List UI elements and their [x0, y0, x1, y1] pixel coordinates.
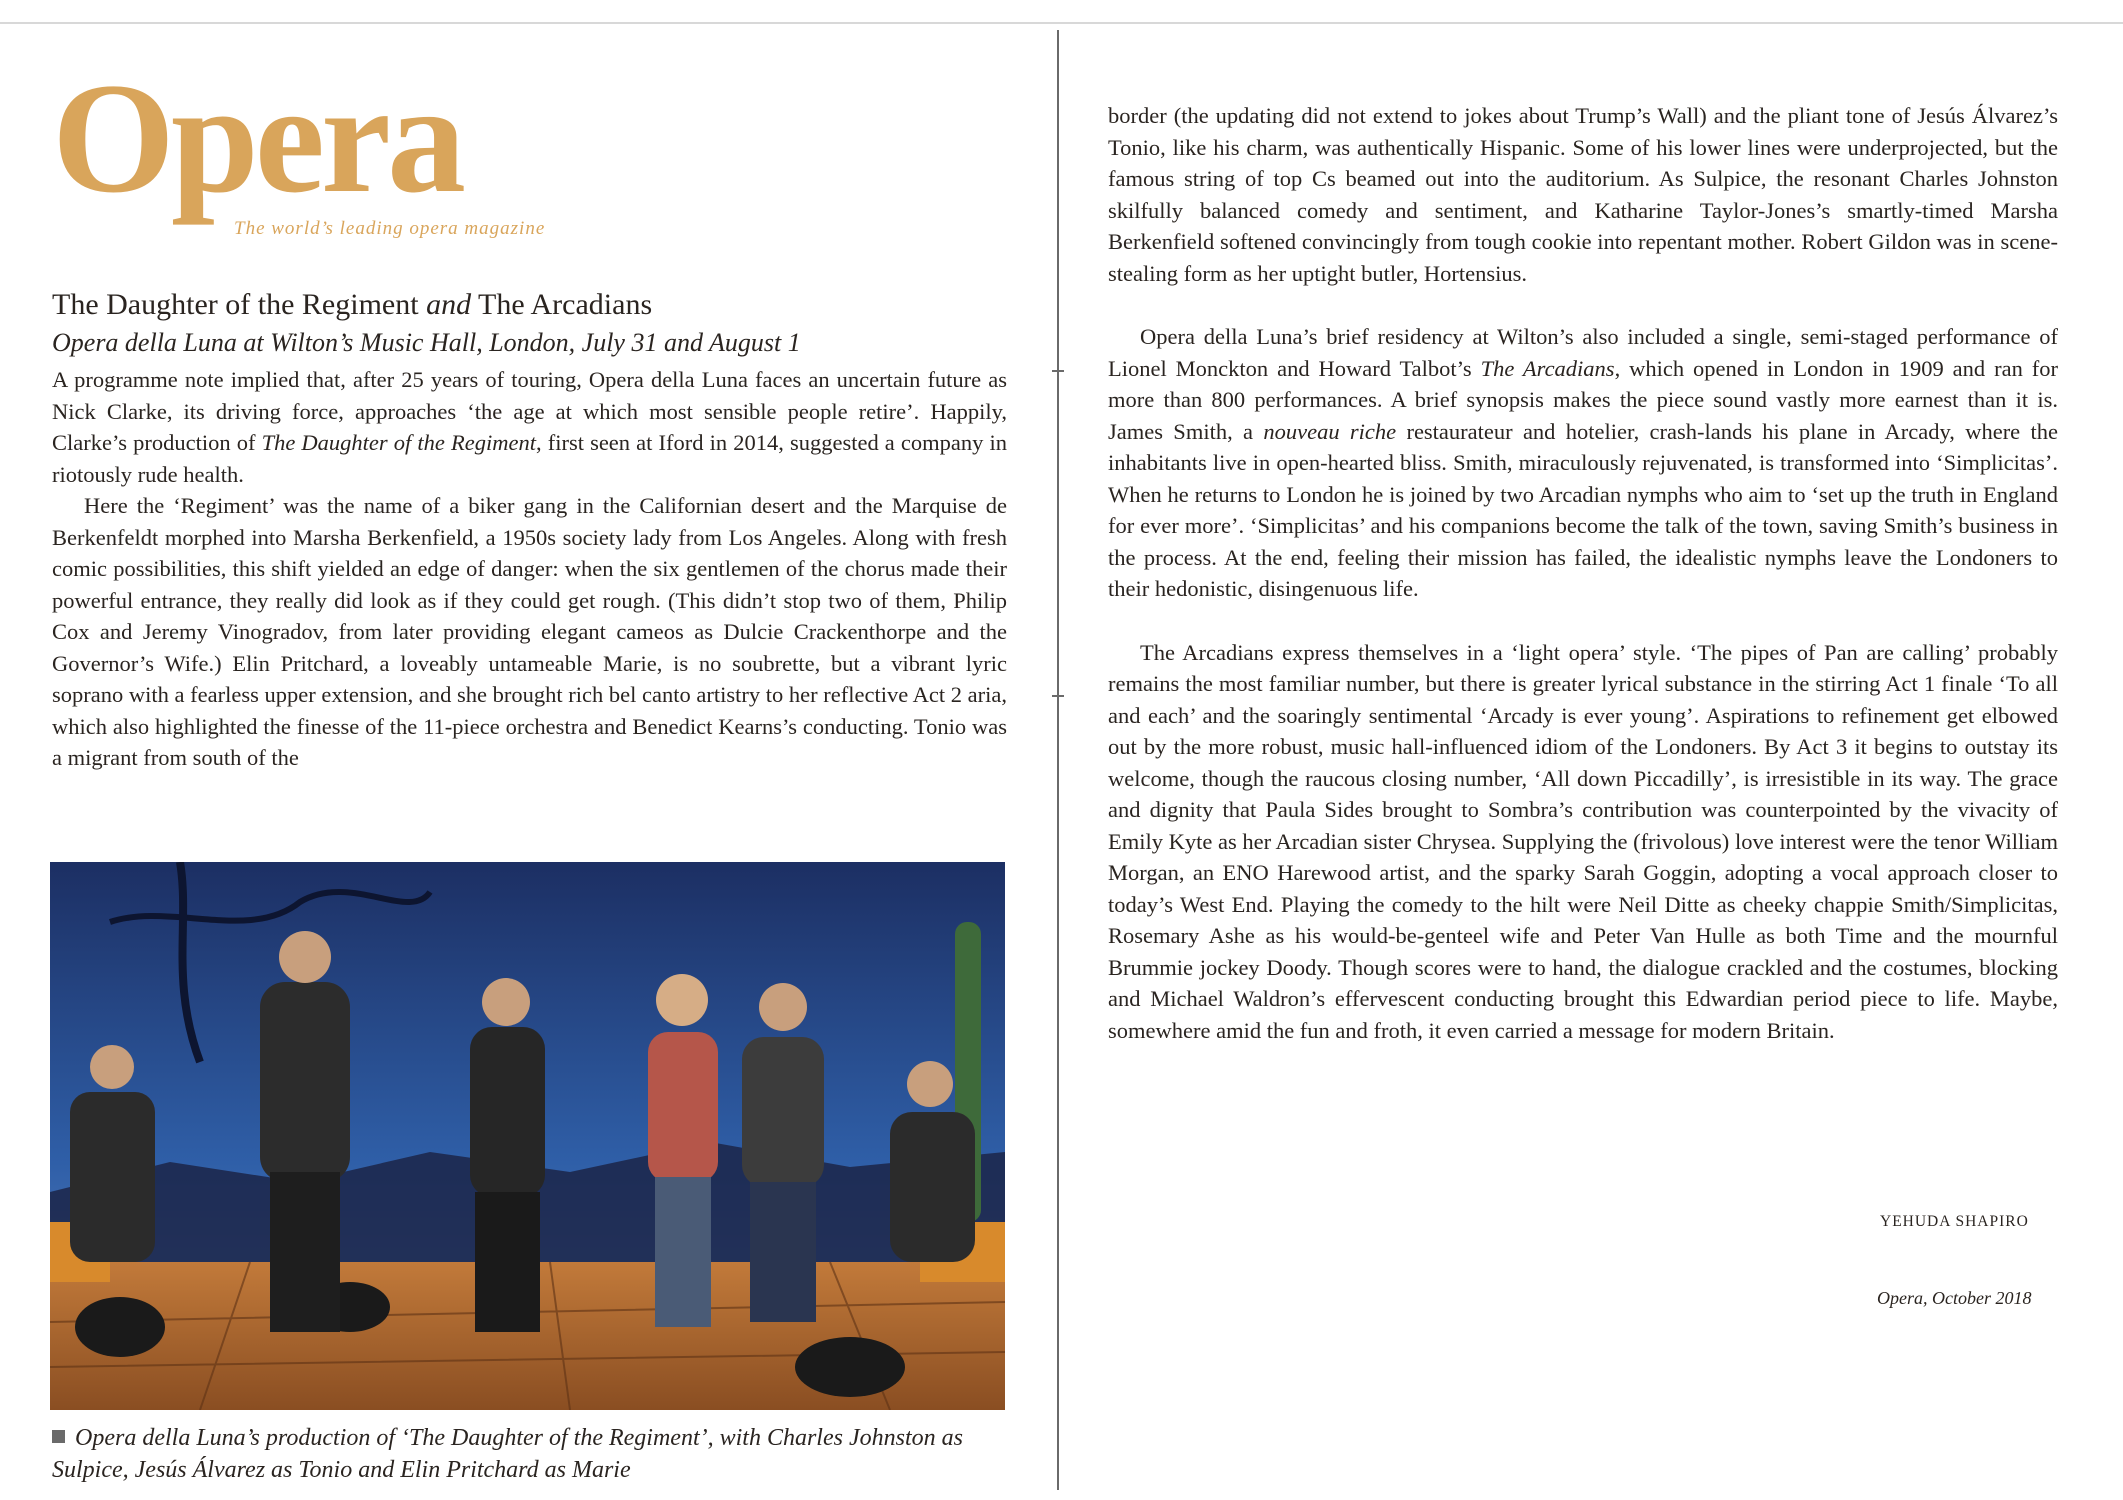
article-subtitle: Opera della Luna at Wilton’s Music Hall, London, July 31 and August 1 [52, 328, 801, 357]
production-photo [50, 862, 1005, 1410]
logo-tagline: The world’s leading opera magazine [234, 218, 546, 239]
paragraph-1 [52, 364, 1007, 490]
gutter-tick [1052, 695, 1064, 697]
page-gutter [1057, 30, 1059, 1490]
paragraph-4 [1108, 321, 2058, 605]
caption-bullet [52, 1430, 65, 1443]
p1-italic: The Daughter of the Regiment [261, 430, 536, 455]
p4-text-b: , which opened in London in 1909 and ran for more than 800 performances. A brief synopsis makes the piece sound vastly more earnest than it is. James Smith, a [1108, 355, 2058, 444]
caption-text: Opera della Luna’s production of ‘The Daughter of the Regiment’, with Charles Johnston as Sulpice, Jesús Álvarez as Tonio and Elin Pritchard as Marie [52, 1425, 963, 1483]
source-footer: Opera, October 2018 [1877, 1288, 2032, 1308]
title-part-2: The Arcadians [478, 288, 653, 321]
paragraph-2: Here the ‘Regiment’ was the name of a biker gang in the Californian desert and the Marquise de Berkenfeldt morphed into Marsha Berkenfield, a 1950s society lady from Los Angeles. Along with fresh comic possibilities, this shift yielded an edge of danger: when the six gentlemen of the chorus made their powerful entrance, they really did look as if they could get rough. (This didn’t stop two of them, Philip Cox and Jeremy Vinogradov, from later providing elegant cameos as Dulcie Crackenthorpe and the Governor’s Wife.) Elin Pritchard, a loveably untameable Marie, is no soubrette, but a vibrant lyric soprano with a fearless upper extension, and she brought rich bel canto artistry to her reflective Act 2 aria, which also highlighted the finesse of the 11-piece orchestra and Benedict Kearns’s conducting. Tonio was a migrant from south of the [52, 493, 1007, 770]
stage-photo-illustration [50, 862, 1005, 1410]
p4-italic-term: nouveau riche [1263, 418, 1397, 444]
p4-text-a: Opera della Luna’s brief residency at Wilton’s also included a single, semi-staged performance of Lionel Monckton and Howard Talbot’s [1108, 324, 2058, 381]
left-column [52, 364, 1007, 774]
magazine-logo [52, 51, 546, 239]
page-top-edge [0, 22, 2123, 24]
title-part-1: The Daughter of the Regiment [52, 288, 419, 321]
right-column [1108, 100, 2058, 1046]
title-and: and [426, 288, 472, 321]
logo-wordmark: Opera [52, 51, 463, 226]
p4-italic-title: The Arcadians [1480, 355, 1615, 381]
photo-caption [52, 1422, 1012, 1486]
paragraph-3: border (the updating did not extend to jokes about Trump’s Wall) and the pliant tone of Jesús Álvarez’s Tonio, like his charm, was authentically Hispanic. Some of his lower lines were underprojected, but the famous string of top Cs beamed out into the auditorium. As Sulpice, the resonant Charles Johnston skilfully balanced comedy and sentiment, and Katharine Taylor-Jones’s smartly-timed Marsha Berkenfield softened convincingly from tough cookie into repentant mother. Robert Gildon was in scene-stealing form as her uptight butler, Hortensius. [1108, 103, 2058, 286]
paragraph-5: The Arcadians express themselves in a ‘light opera’ style. ‘The pipes of Pan are calling’ probably remains the most familiar number, but there is greater lyrical substance in the stirring Act 1 finale ‘To all and each’ and the soaringly sentimental ‘Arcady is ever young’. Aspirations to refinement get elbowed out by the more robust, music hall-influenced idiom of the Londoners. By Act 3 it begins to outstay its welcome, though the raucous closing number, ‘All down Piccadilly’, is irresistible in its way. The grace and dignity that Paula Sides brought to Sombra’s contribution was counterpointed by the vivacity of Emily Kyte as her Arcadian sister Chrysea. Supplying the (frivolous) love interest were the tenor William Morgan, an ENO Harewood artist, and the sparky Sarah Goggin, adopting a vocal approach closer to today’s West End. Playing the comedy to the hilt were Neil Ditte as cheeky chappie Smith/Simplicitas, Rosemary Ashe as his would-be-genteel wife and Peter Van Hulle as both Time and the mournful Brummie jockey Doody. Though scores were to hand, the dialogue crackled and the costumes, blocking and Michael Waldron’s effervescent conducting brought this Edwardian period piece to life. Maybe, somewhere amid the fun and froth, it even carried a message for modern Britain. [1108, 639, 2058, 1043]
p1-text-a: A programme note implied that, after 25 years of touring, Opera della Luna faces an uncertain future as Nick Clarke, its driving force, approaches ‘the age at which most sensible people retire’. Happily, Clarke’s production of [52, 367, 1007, 455]
author-byline: YEHUDA SHAPIRO [1880, 1213, 2029, 1230]
article-title [52, 288, 652, 322]
gutter-tick [1052, 370, 1064, 372]
p4-text-c: restaurateur and hotelier, crash-lands his plane in Arcady, where the inhabitants live in open-hearted bliss. Smith, miraculously rejuvenated, is transformed into ‘Simplicitas’. When he returns to London he is joined by two Arcadian nymphs who aim to ‘set up the truth in England for ever more’. ‘Simplicitas’ and his companions become the talk of the town, saving Smith’s business in the process. At the end, feeling their mission has failed, the idealistic nymphs leave the Londoners to their hedonistic, disingenuous life. [1108, 418, 2058, 601]
p1-text-b: , first seen at Iford in 2014, suggested a company in riotously rude health. [52, 430, 1007, 487]
